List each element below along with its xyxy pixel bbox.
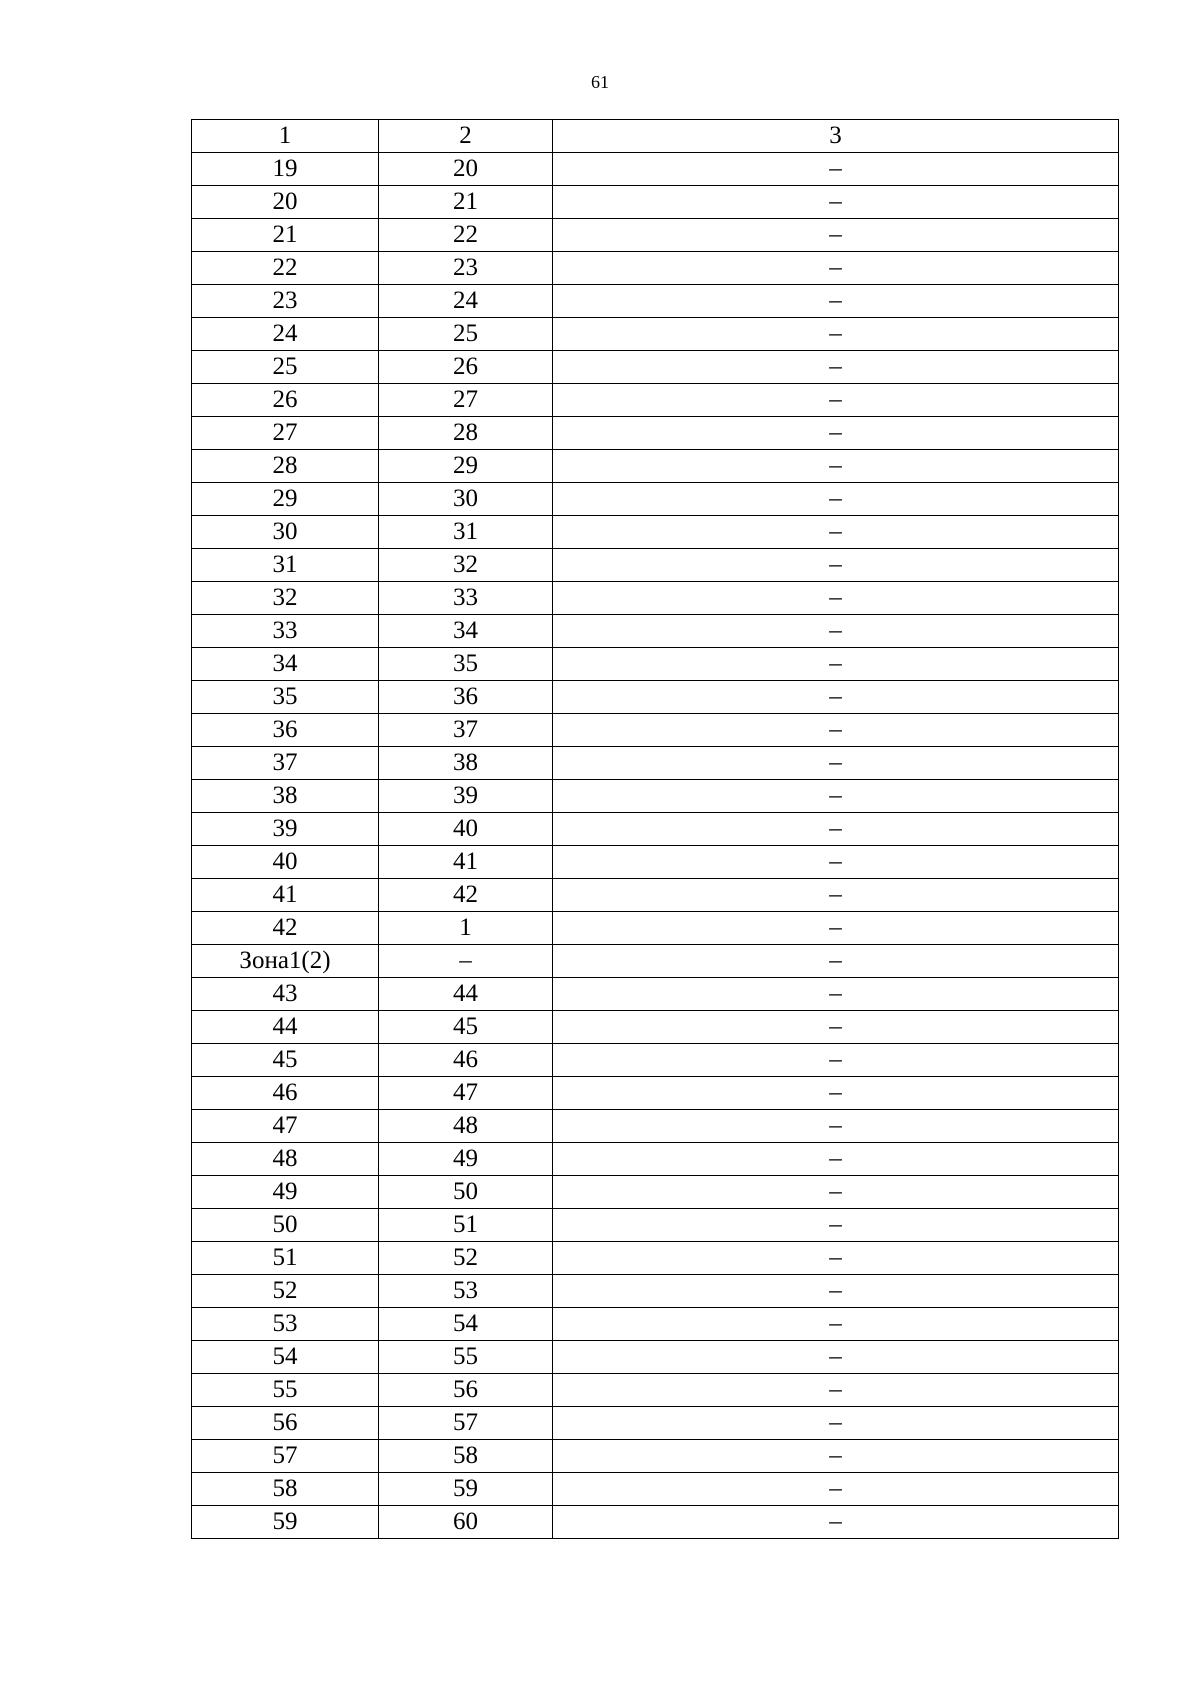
table-cell-col3: – — [553, 1209, 1119, 1242]
table-cell-col1: 47 — [192, 1110, 379, 1143]
table-cell-col1: 32 — [192, 582, 379, 615]
table-cell-col2: 51 — [379, 1209, 553, 1242]
table-row — [192, 780, 1119, 813]
table-cell-col1: 45 — [192, 1044, 379, 1077]
table-cell-col3: – — [553, 483, 1119, 516]
table-cell-col2: 27 — [379, 384, 553, 417]
table-cell-col3: – — [553, 1275, 1119, 1308]
table-row — [192, 318, 1119, 351]
table-cell-col2: 44 — [379, 978, 553, 1011]
table-cell-col2: 55 — [379, 1341, 553, 1374]
table-cell-col2: 32 — [379, 549, 553, 582]
table-row — [192, 714, 1119, 747]
table-cell-col2: – — [379, 945, 553, 978]
table-row — [192, 1308, 1119, 1341]
table-row — [192, 1506, 1119, 1539]
table-row — [192, 1176, 1119, 1209]
table-cell-col3: – — [553, 450, 1119, 483]
table-cell-col3: – — [553, 549, 1119, 582]
table-cell-col2: 52 — [379, 1242, 553, 1275]
table-cell-col2: 42 — [379, 879, 553, 912]
table-cell-col3: – — [553, 219, 1119, 252]
table-row — [192, 681, 1119, 714]
table-row — [192, 252, 1119, 285]
table-cell-col2: 47 — [379, 1077, 553, 1110]
table-cell-col2: 59 — [379, 1473, 553, 1506]
table-cell-col2: 39 — [379, 780, 553, 813]
table-cell-col1: 28 — [192, 450, 379, 483]
table-row — [192, 1209, 1119, 1242]
table-cell-col2: 58 — [379, 1440, 553, 1473]
table-row — [192, 1341, 1119, 1374]
header-cell-3: 3 — [553, 120, 1119, 153]
header-cell-2: 2 — [379, 120, 553, 153]
table-cell-col1: 22 — [192, 252, 379, 285]
table-row — [192, 450, 1119, 483]
table-cell-col1: 49 — [192, 1176, 379, 1209]
table-row — [192, 879, 1119, 912]
table-cell-col1: 52 — [192, 1275, 379, 1308]
table-row — [192, 582, 1119, 615]
table-cell-col2: 41 — [379, 846, 553, 879]
table-cell-col1: 23 — [192, 285, 379, 318]
table-cell-col3: – — [553, 681, 1119, 714]
table-cell-col3: – — [553, 1044, 1119, 1077]
table-cell-col2: 33 — [379, 582, 553, 615]
table-cell-col2: 35 — [379, 648, 553, 681]
table-cell-col3: – — [553, 978, 1119, 1011]
table-cell-col1: 21 — [192, 219, 379, 252]
header-cell-1: 1 — [192, 120, 379, 153]
table-cell-col1: 57 — [192, 1440, 379, 1473]
table-cell-col2: 60 — [379, 1506, 553, 1539]
table-cell-col2: 57 — [379, 1407, 553, 1440]
table-cell-col2: 45 — [379, 1011, 553, 1044]
table-cell-col2: 30 — [379, 483, 553, 516]
table-cell-col2: 46 — [379, 1044, 553, 1077]
table-cell-col1: 34 — [192, 648, 379, 681]
table-cell-col1: 55 — [192, 1374, 379, 1407]
table-cell-col1: 37 — [192, 747, 379, 780]
table-cell-col3: – — [553, 318, 1119, 351]
table-cell-col3: – — [553, 1308, 1119, 1341]
table-cell-col3: – — [553, 351, 1119, 384]
table-row — [192, 516, 1119, 549]
table-cell-col2: 21 — [379, 186, 553, 219]
table-cell-col2: 50 — [379, 1176, 553, 1209]
table-cell-col2: 34 — [379, 615, 553, 648]
table-cell-col3: – — [553, 945, 1119, 978]
table-row — [192, 1077, 1119, 1110]
table-cell-col1: 38 — [192, 780, 379, 813]
table-row — [192, 747, 1119, 780]
table-cell-col1: 26 — [192, 384, 379, 417]
table-cell-col1: 31 — [192, 549, 379, 582]
table-cell-col1: 42 — [192, 912, 379, 945]
table-cell-col2: 1 — [379, 912, 553, 945]
table-cell-col3: – — [553, 846, 1119, 879]
table-cell-col2: 20 — [379, 153, 553, 186]
table-row — [192, 1275, 1119, 1308]
table-cell-col3: – — [553, 879, 1119, 912]
table-row — [192, 846, 1119, 879]
table-cell-col2: 29 — [379, 450, 553, 483]
table-cell-col3: – — [553, 1506, 1119, 1539]
table-cell-col3: – — [553, 912, 1119, 945]
table-row — [192, 1011, 1119, 1044]
table-cell-col3: – — [553, 384, 1119, 417]
table-body — [192, 153, 1119, 1539]
table-cell-col3: – — [553, 1473, 1119, 1506]
table-cell-col1: Зона1(2) — [192, 945, 379, 978]
table-row — [192, 219, 1119, 252]
table-cell-col1: 19 — [192, 153, 379, 186]
table-cell-col3: – — [553, 1407, 1119, 1440]
table-row — [192, 648, 1119, 681]
table-cell-col1: 43 — [192, 978, 379, 1011]
table-cell-col3: – — [553, 252, 1119, 285]
coordinates-table — [191, 119, 1119, 1539]
table-cell-col2: 36 — [379, 681, 553, 714]
table-cell-col3: – — [553, 747, 1119, 780]
table-cell-col1: 20 — [192, 186, 379, 219]
table-row — [192, 351, 1119, 384]
table-cell-col2: 23 — [379, 252, 553, 285]
table-cell-col1: 58 — [192, 1473, 379, 1506]
table-cell-col2: 56 — [379, 1374, 553, 1407]
table-cell-col2: 22 — [379, 219, 553, 252]
table-cell-col2: 37 — [379, 714, 553, 747]
table-cell-col1: 24 — [192, 318, 379, 351]
table-cell-col1: 30 — [192, 516, 379, 549]
table-cell-col3: – — [553, 1110, 1119, 1143]
table-cell-col3: – — [553, 153, 1119, 186]
table-cell-col3: – — [553, 1440, 1119, 1473]
table-cell-col2: 24 — [379, 285, 553, 318]
table-cell-col1: 27 — [192, 417, 379, 450]
table-cell-col3: – — [553, 285, 1119, 318]
table-row — [192, 1044, 1119, 1077]
table-cell-col3: – — [553, 1077, 1119, 1110]
table-cell-col2: 53 — [379, 1275, 553, 1308]
table-row — [192, 978, 1119, 1011]
table-row — [192, 945, 1119, 978]
table-row — [192, 483, 1119, 516]
table-row — [192, 1407, 1119, 1440]
table-cell-col1: 25 — [192, 351, 379, 384]
table-row — [192, 384, 1119, 417]
table-cell-col2: 28 — [379, 417, 553, 450]
table-row — [192, 549, 1119, 582]
table-row — [192, 912, 1119, 945]
table-cell-col3: – — [553, 1374, 1119, 1407]
table-row — [192, 153, 1119, 186]
table-cell-col3: – — [553, 516, 1119, 549]
table-cell-col3: – — [553, 1143, 1119, 1176]
table-cell-col2: 25 — [379, 318, 553, 351]
table-cell-col2: 54 — [379, 1308, 553, 1341]
table-cell-col2: 40 — [379, 813, 553, 846]
table-cell-col3: – — [553, 582, 1119, 615]
table-row — [192, 1143, 1119, 1176]
table-cell-col1: 39 — [192, 813, 379, 846]
table-cell-col3: – — [553, 615, 1119, 648]
table-cell-col1: 29 — [192, 483, 379, 516]
table-cell-col3: – — [553, 417, 1119, 450]
table-cell-col1: 56 — [192, 1407, 379, 1440]
table-row — [192, 1473, 1119, 1506]
table-cell-col1: 36 — [192, 714, 379, 747]
table-cell-col2: 26 — [379, 351, 553, 384]
table-cell-col1: 48 — [192, 1143, 379, 1176]
table-row — [192, 813, 1119, 846]
table-row — [192, 1242, 1119, 1275]
table-cell-col2: 31 — [379, 516, 553, 549]
table-row — [192, 186, 1119, 219]
table-cell-col1: 44 — [192, 1011, 379, 1044]
table-row — [192, 1374, 1119, 1407]
table-cell-col1: 54 — [192, 1341, 379, 1374]
table-cell-col3: – — [553, 1341, 1119, 1374]
table-cell-col3: – — [553, 780, 1119, 813]
table-cell-col3: – — [553, 1176, 1119, 1209]
table-cell-col1: 46 — [192, 1077, 379, 1110]
table-row — [192, 1110, 1119, 1143]
table-cell-col1: 41 — [192, 879, 379, 912]
page-number: 61 — [591, 72, 609, 92]
table-cell-col2: 48 — [379, 1110, 553, 1143]
table-row — [192, 417, 1119, 450]
table-row — [192, 1440, 1119, 1473]
table-cell-col1: 53 — [192, 1308, 379, 1341]
table-header-row — [192, 120, 1119, 153]
table-cell-col3: – — [553, 1242, 1119, 1275]
table-cell-col1: 33 — [192, 615, 379, 648]
table-cell-col1: 59 — [192, 1506, 379, 1539]
table-cell-col3: – — [553, 648, 1119, 681]
table-cell-col1: 40 — [192, 846, 379, 879]
table-cell-col3: – — [553, 714, 1119, 747]
table-row — [192, 615, 1119, 648]
table-cell-col2: 38 — [379, 747, 553, 780]
table-cell-col3: – — [553, 1011, 1119, 1044]
table-row — [192, 285, 1119, 318]
table-cell-col1: 50 — [192, 1209, 379, 1242]
table-cell-col1: 51 — [192, 1242, 379, 1275]
table-cell-col3: – — [553, 813, 1119, 846]
table-cell-col3: – — [553, 186, 1119, 219]
table-cell-col1: 35 — [192, 681, 379, 714]
table-cell-col2: 49 — [379, 1143, 553, 1176]
